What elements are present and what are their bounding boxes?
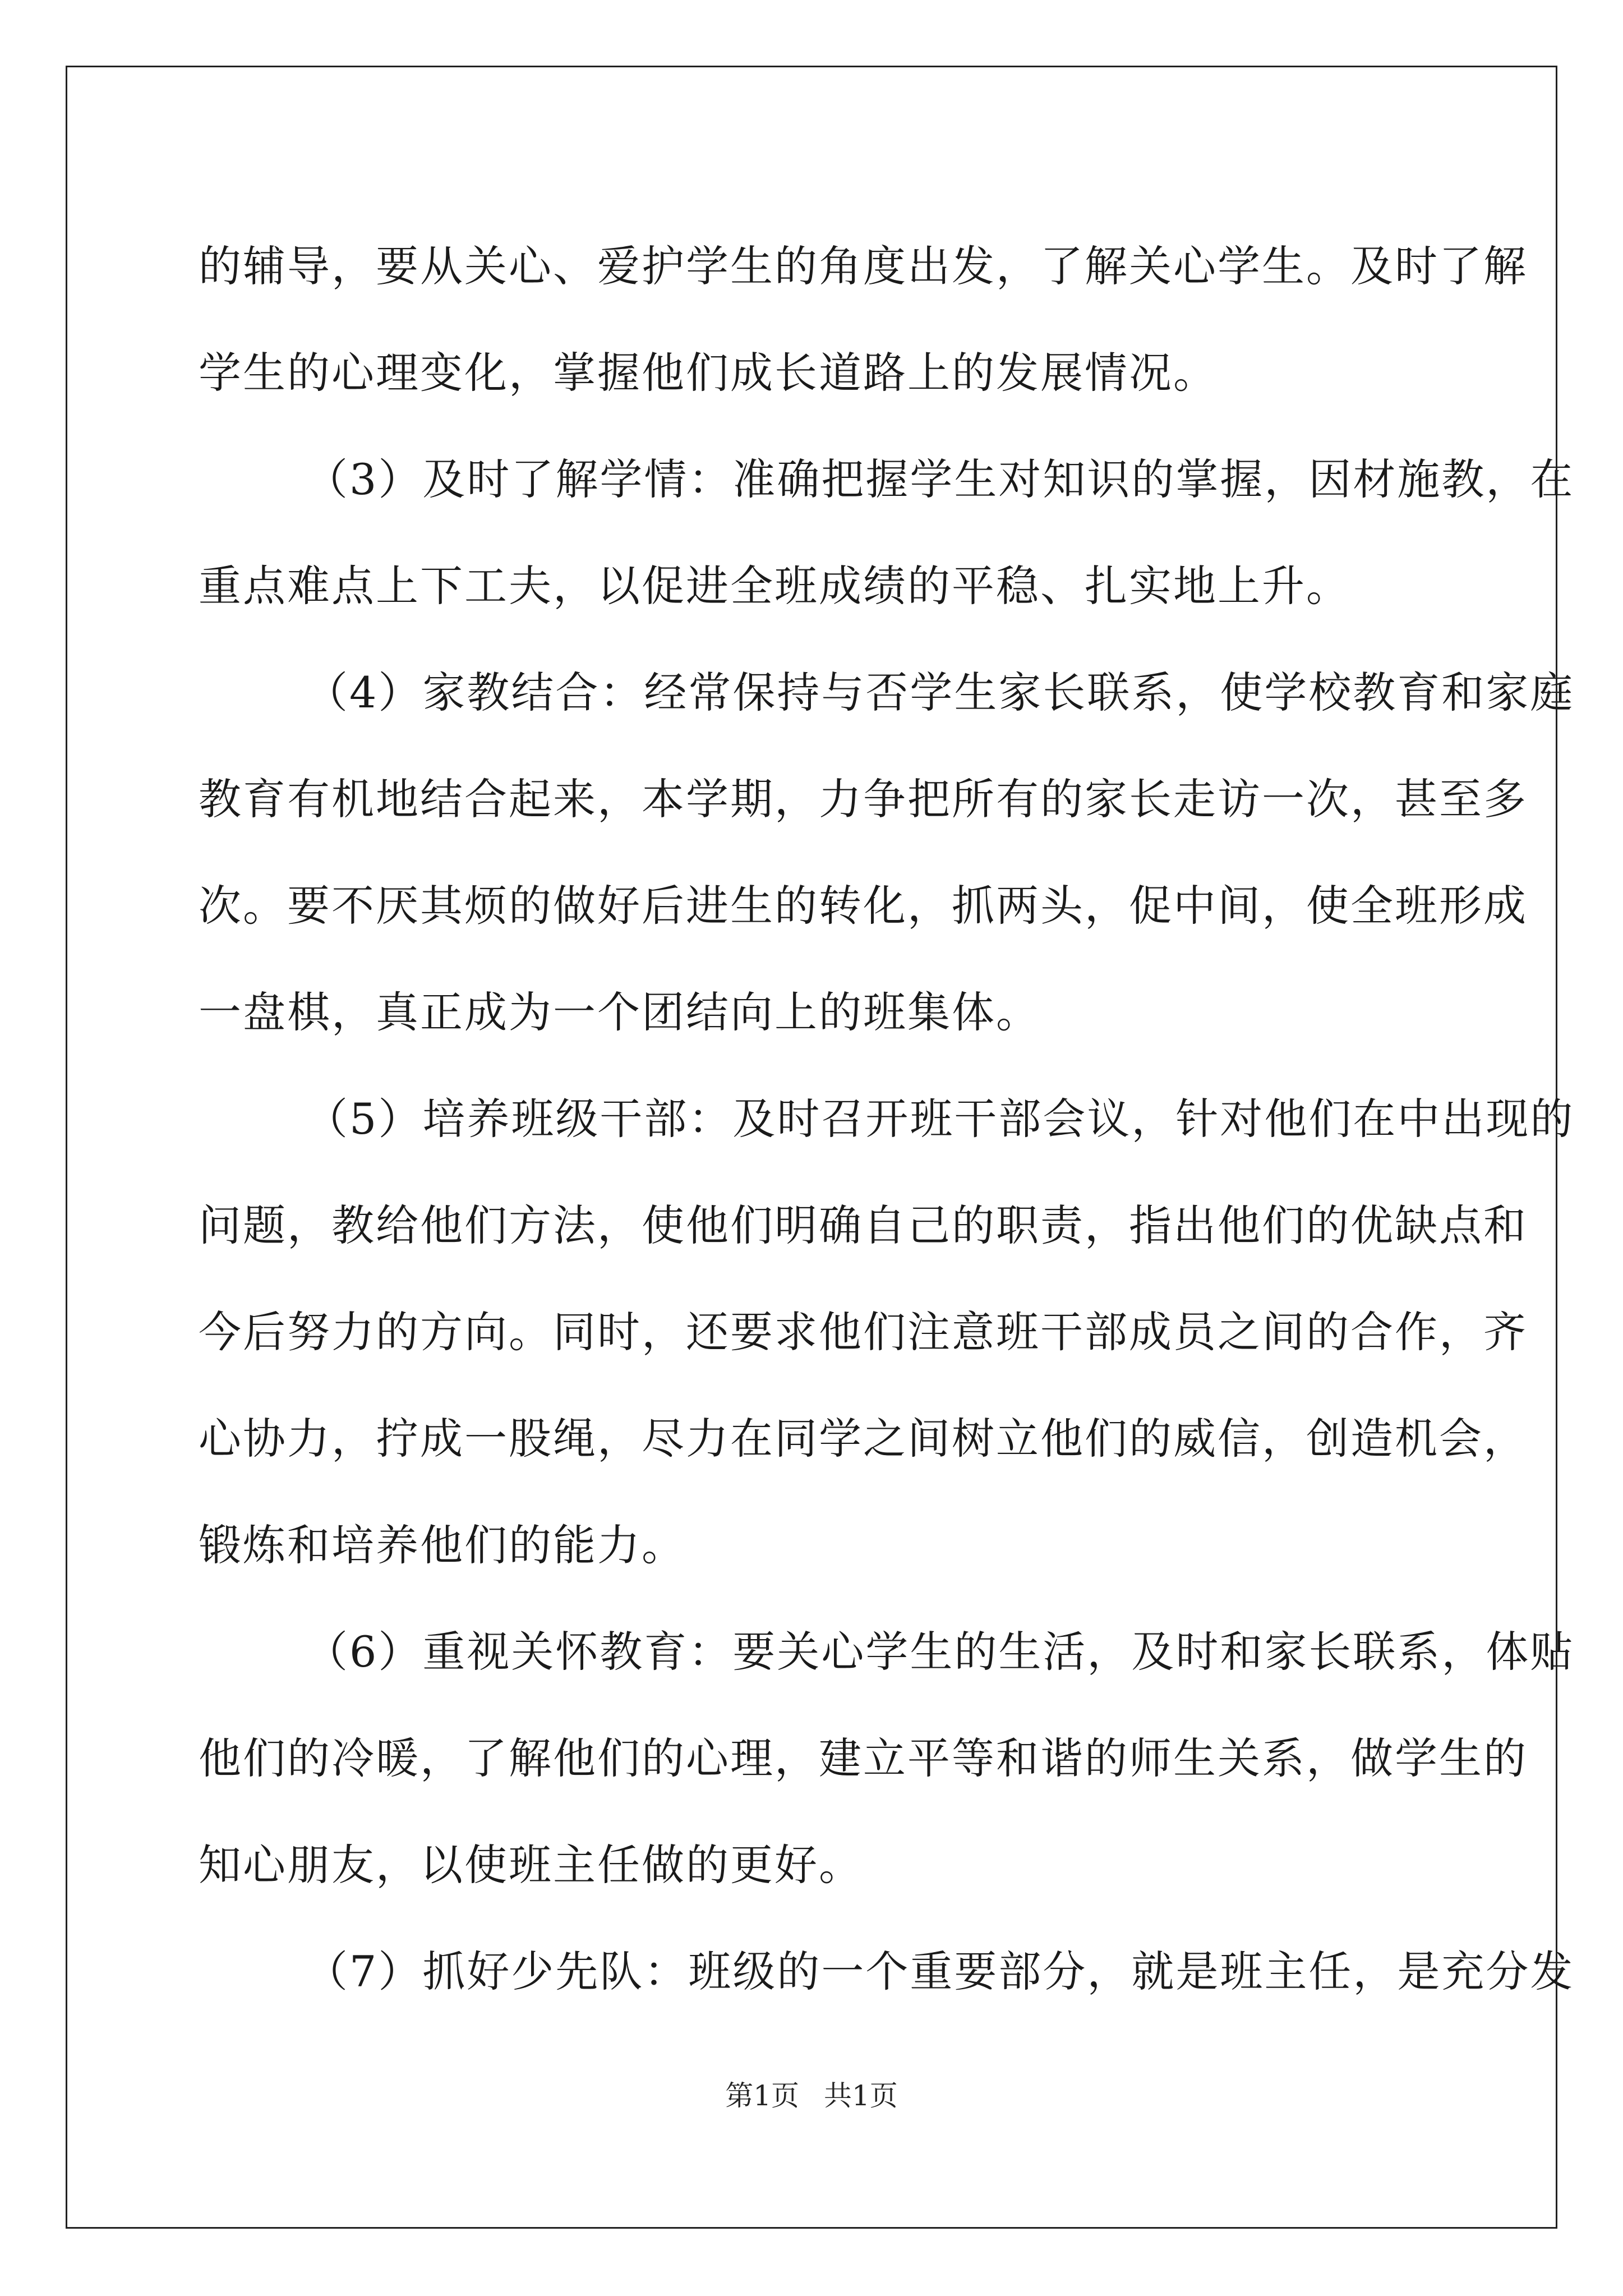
text-line: （4）家教结合：经常保持与否学生家长联系，使学校教育和家庭 <box>305 668 1575 717</box>
page-number: 第1页 <box>725 2079 800 2112</box>
text-line: 知心朋友，以使班主任做的更好。 <box>199 1840 863 1890</box>
text-line: 他们的冷暖，了解他们的心理，建立平等和谐的师生关系，做学生的 <box>199 1733 1528 1783</box>
page-total: 共1页 <box>823 2079 898 2112</box>
text-line: （5）培养班级干部：及时召开班干部会议，针对他们在中出现的 <box>305 1094 1575 1144</box>
text-line: 学生的心理变化，掌握他们成长道路上的发展情况。 <box>199 348 1218 398</box>
text-line: 的辅导，要从关心、爱护学生的角度出发，了解关心学生。及时了解 <box>199 241 1528 291</box>
text-line: 次。要不厌其烦的做好后进生的转化，抓两头，促中间，使全班形成 <box>199 881 1528 931</box>
text-line: （3）及时了解学情：准确把握学生对知识的掌握，因材施教，在 <box>305 454 1575 504</box>
text-line: 一盘棋，真正成为一个团结向上的班集体。 <box>199 987 1040 1037</box>
text-line: 今后努力的方向。同时，还要求他们注意班干部成员之间的合作，齐 <box>199 1307 1528 1357</box>
text-line: 问题，教给他们方法，使他们明确自己的职责，指出他们的优缺点和 <box>199 1200 1528 1250</box>
text-line: （7）抓好少先队：班级的一个重要部分，就是班主任，是充分发 <box>305 1947 1575 1996</box>
document-body <box>199 213 1575 2025</box>
text-line: 教育有机地结合起来，本学期，力争把所有的家长走访一次，甚至多 <box>199 774 1528 824</box>
text-line: （6）重视关怀教育：要关心学生的生活，及时和家长联系，体贴 <box>305 1627 1575 1677</box>
text-line: 重点难点上下工夫，以促进全班成绩的平稳、扎实地上升。 <box>199 561 1350 611</box>
page-footer <box>0 2079 1623 2113</box>
text-line: 锻炼和培养他们的能力。 <box>199 1520 686 1570</box>
text-line: 心协力，拧成一股绳，尽力在同学之间树立他们的威信，创造机会， <box>199 1414 1528 1464</box>
